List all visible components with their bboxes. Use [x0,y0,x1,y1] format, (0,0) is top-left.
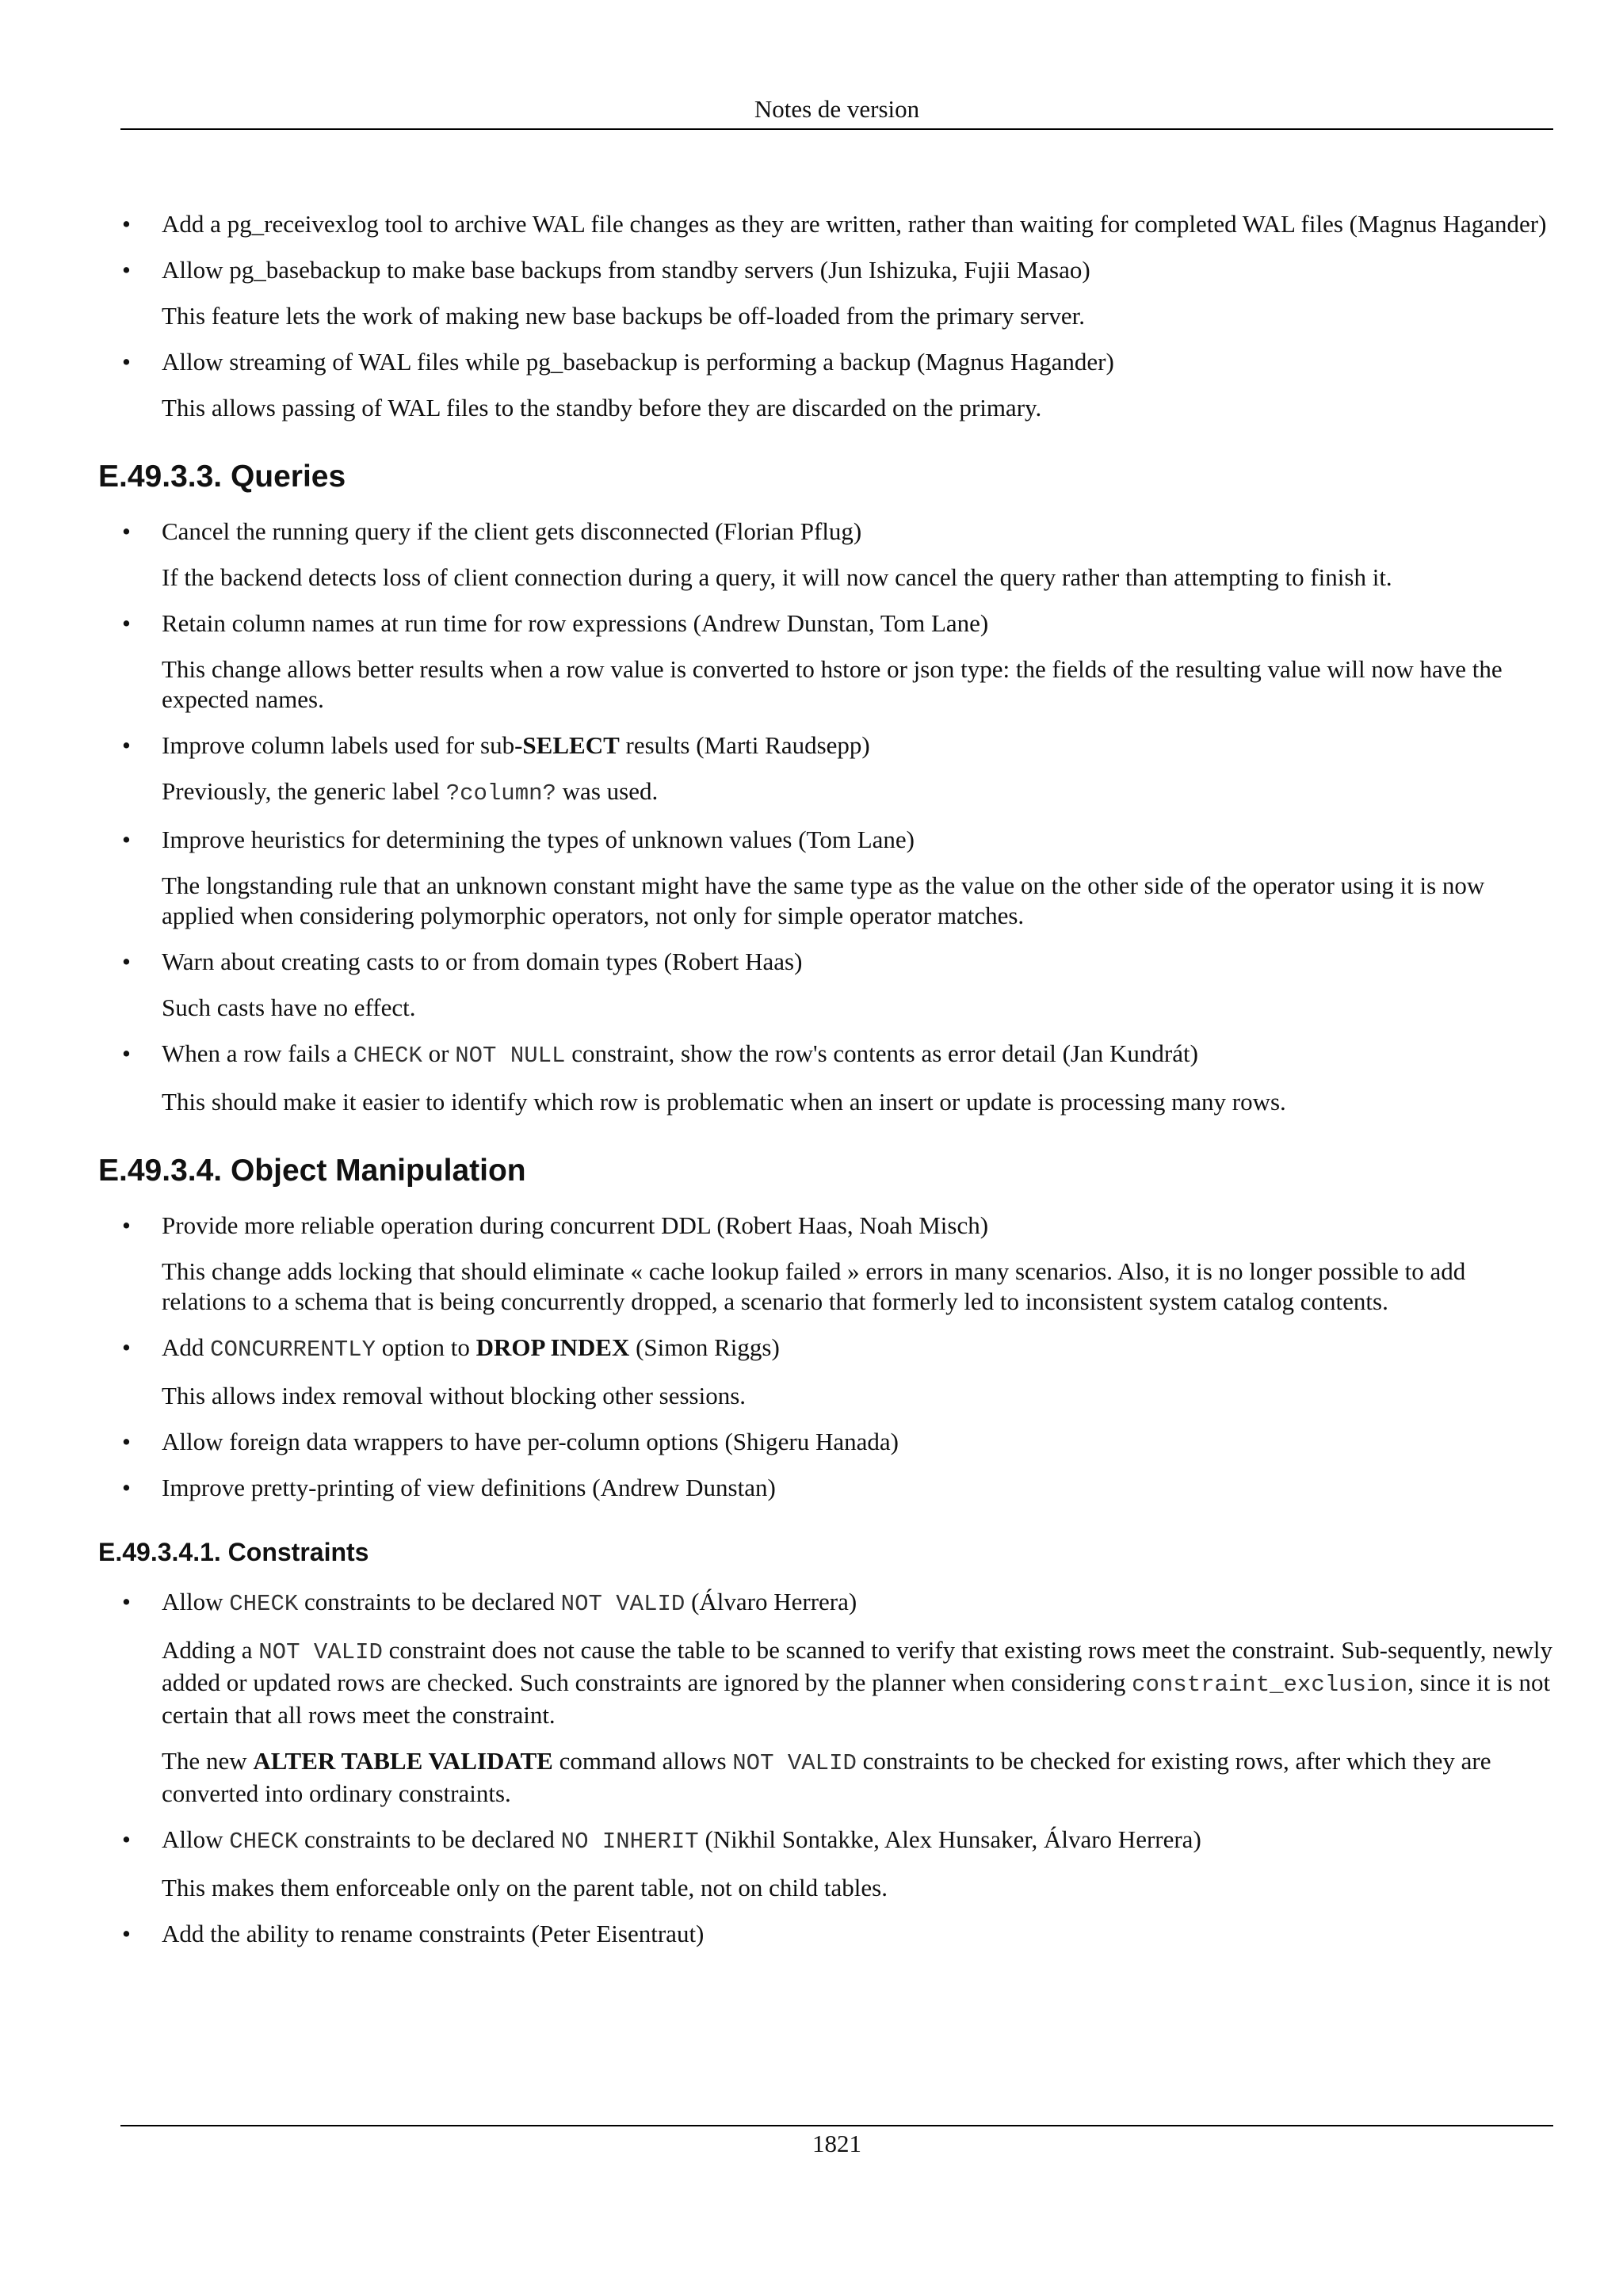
list-item [98,1825,1553,1903]
text-run: This allows passing of WAL files to the standby before they are discarded on the primary. [162,394,1042,421]
text-run: option to [375,1333,476,1361]
item-description [162,1635,1553,1730]
item-title [162,825,1553,855]
text-run: Such casts have no effect. [162,994,416,1021]
text-run: , since it is not certain that all rows meet the constraint. [162,1669,1551,1729]
text-run: The longstanding rule that an unknown constant might have the same type as the value on the other side of the operator using it is now applied when considering polymorphic operators, not only for simple operator matches. [162,871,1485,929]
text-run: (Álvaro Herrera) [685,1588,857,1615]
text-run: This should make it easier to identify which row is problematic when an insert or update is processing many rows. [162,1088,1286,1116]
text-run: Provide more reliable operation during concurrent DDL (Robert Haas, Noah Misch) [162,1211,989,1239]
bullet-icon: • [122,348,131,376]
page-header-title: Notes de version [754,95,920,123]
list-item [98,1587,1553,1809]
bullet-icon: • [122,948,131,975]
inline-code: NOT VALID [258,1639,383,1665]
text-run: constraints to be declared [298,1588,561,1615]
text-run: Adding a [162,1636,259,1664]
bullet-icon: • [122,1588,131,1615]
item-title [162,1919,1553,1949]
item-description [162,1087,1553,1117]
page-content [98,209,1553,1965]
inline-code: constraint_exclusion [1132,1672,1408,1698]
item-description [162,654,1553,715]
list-item [98,1333,1553,1411]
inline-code: CHECK [229,1591,299,1617]
bullet-icon: • [122,1333,131,1361]
inline-command: ALTER TABLE VALIDATE [253,1747,553,1775]
footer-rule [120,2125,1553,2126]
item-title [162,1333,1553,1365]
list-item [98,347,1553,423]
item-description [162,301,1553,331]
text-run: Allow streaming of WAL files while pg_basebackup is performing a backup (Magnus Hagander) [162,348,1114,376]
text-run: was used. [556,777,659,805]
text-run: Allow [162,1588,230,1615]
item-title [162,608,1553,639]
inline-code: NOT VALID [560,1591,685,1617]
item-title [162,1825,1553,1857]
item-title [162,1039,1553,1071]
item-description [162,776,1553,809]
item-title [162,255,1553,285]
bullet-list [98,517,1553,1117]
text-run: Improve pretty-printing of view definitions (Andrew Dunstan) [162,1474,776,1501]
bullet-icon: • [122,609,131,637]
inline-command: SELECT [522,731,620,759]
section [98,1536,1553,1949]
text-run: constraints to be checked for existing rows, after which they are converted into ordinary constraints. [162,1747,1491,1807]
list-item [98,517,1553,593]
text-run: If the backend detects loss of client connection during a query, it will now cancel the query rather than attempting to finish it. [162,563,1392,591]
inline-code: NOT VALID [732,1750,857,1776]
text-run: Warn about creating casts to or from domain types (Robert Haas) [162,948,803,975]
text-run: Improve column labels used for sub- [162,731,523,759]
section [98,458,1553,1117]
list-item [98,1039,1553,1117]
list-item [98,730,1553,809]
bullet-icon: • [122,1474,131,1501]
text-run: (Nikhil Sontakke, Alex Hunsaker, Álvaro Herrera) [698,1825,1201,1853]
bullet-icon: • [122,731,131,759]
inline-code: ?column? [445,780,556,807]
text-run: Cancel the running query if the client gets disconnected (Florian Pflug) [162,517,862,545]
text-run: Improve heuristics for determining the types of unknown values (Tom Lane) [162,826,915,853]
item-title [162,730,1553,761]
page-number: 1821 [812,2130,861,2157]
item-description [162,993,1553,1023]
text-run: Previously, the generic label [162,777,446,805]
text-run: This feature lets the work of making new base backups be off-loaded from the primary server. [162,302,1085,330]
item-title [162,347,1553,377]
list-item [98,209,1553,239]
text-run: This allows index removal without blocking other sessions. [162,1382,747,1409]
section [98,1152,1553,1503]
item-description [162,871,1553,931]
item-title [162,1427,1553,1457]
text-run: The new [162,1747,254,1775]
bullet-icon: • [122,1920,131,1947]
bullet-icon: • [122,517,131,545]
item-description [162,393,1553,423]
text-run: (Simon Riggs) [629,1333,780,1361]
item-title [162,517,1553,547]
text-run: Allow pg_basebackup to make base backups from standby servers (Jun Ishizuka, Fujii Masao) [162,256,1090,284]
bullet-icon: • [122,1039,131,1067]
section-heading: E.49.3.3. Queries [98,460,346,494]
section [98,209,1553,423]
item-description [162,1257,1553,1317]
text-run: Allow foreign data wrappers to have per-column options (Shigeru Hanada) [162,1428,899,1455]
item-description [162,1381,1553,1411]
item-title [162,1473,1553,1503]
list-item [98,1919,1553,1949]
list-item [98,825,1553,931]
bullet-icon: • [122,256,131,284]
text-run: constraints to be declared [298,1825,561,1853]
header-rule [120,128,1553,130]
list-item [98,947,1553,1023]
bullet-icon: • [122,1825,131,1853]
inline-code: CHECK [229,1829,299,1855]
list-item [98,1473,1553,1503]
list-item [98,608,1553,715]
bullet-icon: • [122,826,131,853]
text-run: or [422,1039,456,1067]
bullet-list [98,209,1553,423]
item-title [162,1587,1553,1619]
text-run: Allow [162,1825,230,1853]
inline-code: NOT NULL [455,1043,566,1069]
item-title [162,209,1553,239]
inline-code: CHECK [353,1043,422,1069]
inline-command: DROP INDEX [475,1333,630,1361]
item-description [162,1746,1553,1809]
list-item [98,1211,1553,1317]
text-run: Add [162,1333,211,1361]
text-run: results (Marti Raudsepp) [619,731,870,759]
text-run: This change adds locking that should eliminate « cache lookup failed » errors in many scenarios. Also, it is no longer possible to add relations to a schema that is being concurrently dropped, a scenario that formerly led to inconsistent system catalog contents. [162,1257,1466,1315]
inline-code: CONCURRENTLY [210,1337,376,1363]
text-run: Retain column names at run time for row expressions (Andrew Dunstan, Tom Lane) [162,609,989,637]
inline-code: NO INHERIT [560,1829,699,1855]
list-item [98,255,1553,331]
bullet-icon: • [122,210,131,238]
bullet-icon: • [122,1211,131,1239]
text-run: This makes them enforceable only on the parent table, not on child tables. [162,1874,888,1901]
section-heading: E.49.3.4. Object Manipulation [98,1154,526,1188]
text-run: constraint does not cause the table to be scanned to verify that existing rows meet the constraint. Sub-sequently, newly added or updated rows are checked. Such constraints are ignored by the planner when considering [162,1636,1553,1696]
text-run: When a row fails a [162,1039,353,1067]
text-run: command allows [552,1747,733,1775]
text-run: Add a pg_receivexlog tool to archive WAL file changes as they are written, rather than waiting for completed WAL files (Magnus Hagander) [162,210,1547,238]
bullet-list [98,1587,1553,1949]
text-run: Add the ability to rename constraints (Peter Eisentraut) [162,1920,705,1947]
section-heading: E.49.3.4.1. Constraints [98,1538,369,1566]
bullet-list [98,1211,1553,1503]
list-item [98,1427,1553,1457]
item-title [162,947,1553,977]
item-description [162,1873,1553,1903]
bullet-icon: • [122,1428,131,1455]
text-run: This change allows better results when a row value is converted to hstore or json type: the fields of the resulting value will now have the expected names. [162,655,1503,713]
text-run: constraint, show the row's contents as error detail (Jan Kundrát) [565,1039,1198,1067]
item-title [162,1211,1553,1241]
item-description [162,563,1553,593]
